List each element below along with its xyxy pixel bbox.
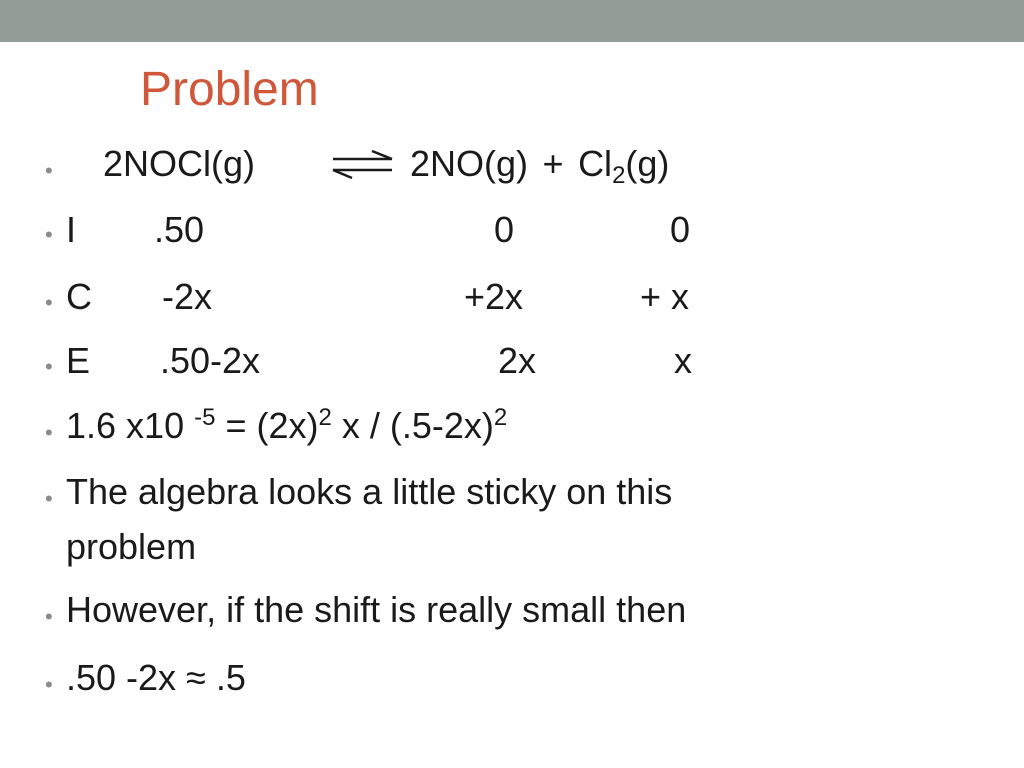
ice-label: C — [66, 276, 92, 317]
bullet: • — [45, 420, 53, 445]
slide-title: Problem — [140, 63, 319, 116]
text-bullet-algebra-line2: problem — [66, 526, 197, 567]
bullet: • — [45, 222, 53, 247]
bullet: • — [45, 290, 53, 315]
products — [410, 143, 670, 189]
equilibrium-equation: 1.6 x10 $^{-5} = (2x)^2$ x / $(.5-2x)^2$ — [66, 404, 508, 446]
ice-label: I — [66, 209, 77, 250]
ice-cell: .50 — [154, 209, 205, 250]
plus-sign: + — [542, 143, 564, 184]
ice-cell: +2x — [464, 276, 524, 317]
bullet: • — [45, 158, 53, 183]
ice-cell: -2x — [162, 276, 213, 317]
ice-cell: x — [674, 340, 692, 381]
ice-cell: + x — [640, 276, 690, 317]
ice-label: E — [66, 340, 91, 381]
ice-cell: .50-2x — [160, 340, 261, 381]
text-bullet-shift: However, if the shift is really small then — [66, 589, 687, 630]
bullet: • — [45, 486, 53, 511]
bullet: • — [45, 672, 53, 697]
product-cl2: Cl2(g) — [578, 143, 670, 189]
ice-cell: 2x — [498, 340, 537, 381]
ice-cell: 0 — [670, 209, 691, 250]
bullet: • — [45, 604, 53, 629]
text-bullet-algebra-line1: The algebra looks a little sticky on this — [66, 471, 673, 512]
ice-cell: 0 — [494, 209, 515, 250]
product-no: 2NO(g) — [410, 143, 529, 184]
text-bullet-approximation: .50 -2x ≈ .5 — [66, 657, 246, 698]
reaction-line — [103, 143, 256, 184]
top-bar — [0, 0, 1024, 42]
reactant: 2NOCl(g) — [103, 143, 256, 184]
bullet: • — [45, 354, 53, 379]
equilibrium-arrow-icon — [330, 146, 396, 182]
